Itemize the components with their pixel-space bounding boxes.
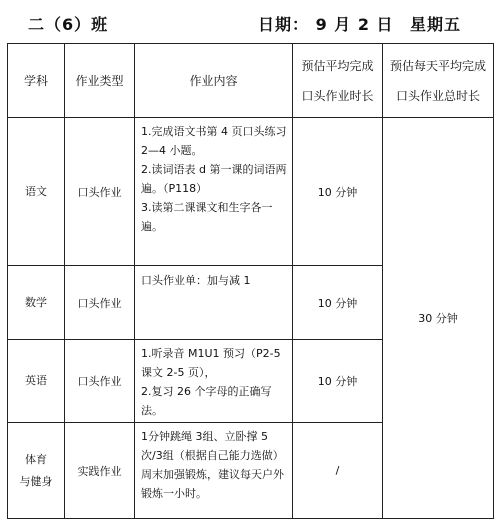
subject-cell: 数学 — [8, 266, 65, 340]
content-line: 1.完成语文书第 4 页口头练习 2—4 小题。 — [141, 125, 287, 157]
col-header-total-time-line2: 口头作业总时长 — [395, 88, 480, 103]
homework-table — [7, 43, 494, 519]
content-line: 2.读词语表 d 第一课的词语两遍。（P118） — [141, 163, 287, 195]
date-label: 日期： 9 月 2 日 — [258, 15, 394, 34]
subject-line: 与健身 — [19, 474, 53, 488]
type-cell: 口头作业 — [65, 340, 135, 423]
col-header-avg-time — [293, 44, 383, 118]
content-cell — [135, 340, 293, 423]
col-header-total-time — [383, 44, 494, 118]
time-cell: 10 分钟 — [293, 340, 383, 423]
col-header-subject: 学科 — [8, 44, 65, 118]
content-line: 1分钟跳绳 3组、立卧撑 5次/3组（根据自己能力选做）周末加强锻炼，建议每天户外锻炼一小时。 — [141, 430, 284, 500]
header — [0, 0, 500, 44]
subject-cell — [8, 423, 65, 519]
content-cell — [135, 266, 293, 340]
total-time-cell: 30 分钟 — [383, 118, 494, 519]
content-line: 2.复习 26 个字母的正确写法。 — [141, 385, 272, 417]
subject-cell: 语文 — [8, 118, 65, 266]
content-line: 3.读第二课课文和生字各一遍。 — [141, 201, 273, 233]
content-line: 1.听录音 M1U1 预习（P2-5 课文 2-5 页）， — [141, 347, 281, 379]
time-cell: / — [293, 423, 383, 519]
weekday-label: 星期五 — [410, 15, 462, 34]
time-cell: 10 分钟 — [293, 118, 383, 266]
content-cell — [135, 118, 293, 266]
col-header-type: 作业类型 — [65, 44, 135, 118]
col-header-total-time-line1: 预估每天平均完成 — [389, 58, 486, 73]
class-name: 二（6）班 — [28, 15, 109, 34]
col-header-avg-time-line1: 预估平均完成 — [301, 58, 374, 73]
subject-line: 体育 — [25, 452, 47, 466]
subject-cell: 英语 — [8, 340, 65, 423]
table-row — [8, 118, 494, 266]
time-cell: 10 分钟 — [293, 266, 383, 340]
header-row — [8, 44, 494, 118]
type-cell: 口头作业 — [65, 118, 135, 266]
col-header-content: 作业内容 — [135, 44, 293, 118]
col-header-avg-time-line2: 口头作业时长 — [301, 88, 374, 103]
content-cell — [135, 423, 293, 519]
type-cell: 口头作业 — [65, 266, 135, 340]
content-line: 口头作业单：加与减 1 — [141, 274, 251, 287]
type-cell: 实践作业 — [65, 423, 135, 519]
